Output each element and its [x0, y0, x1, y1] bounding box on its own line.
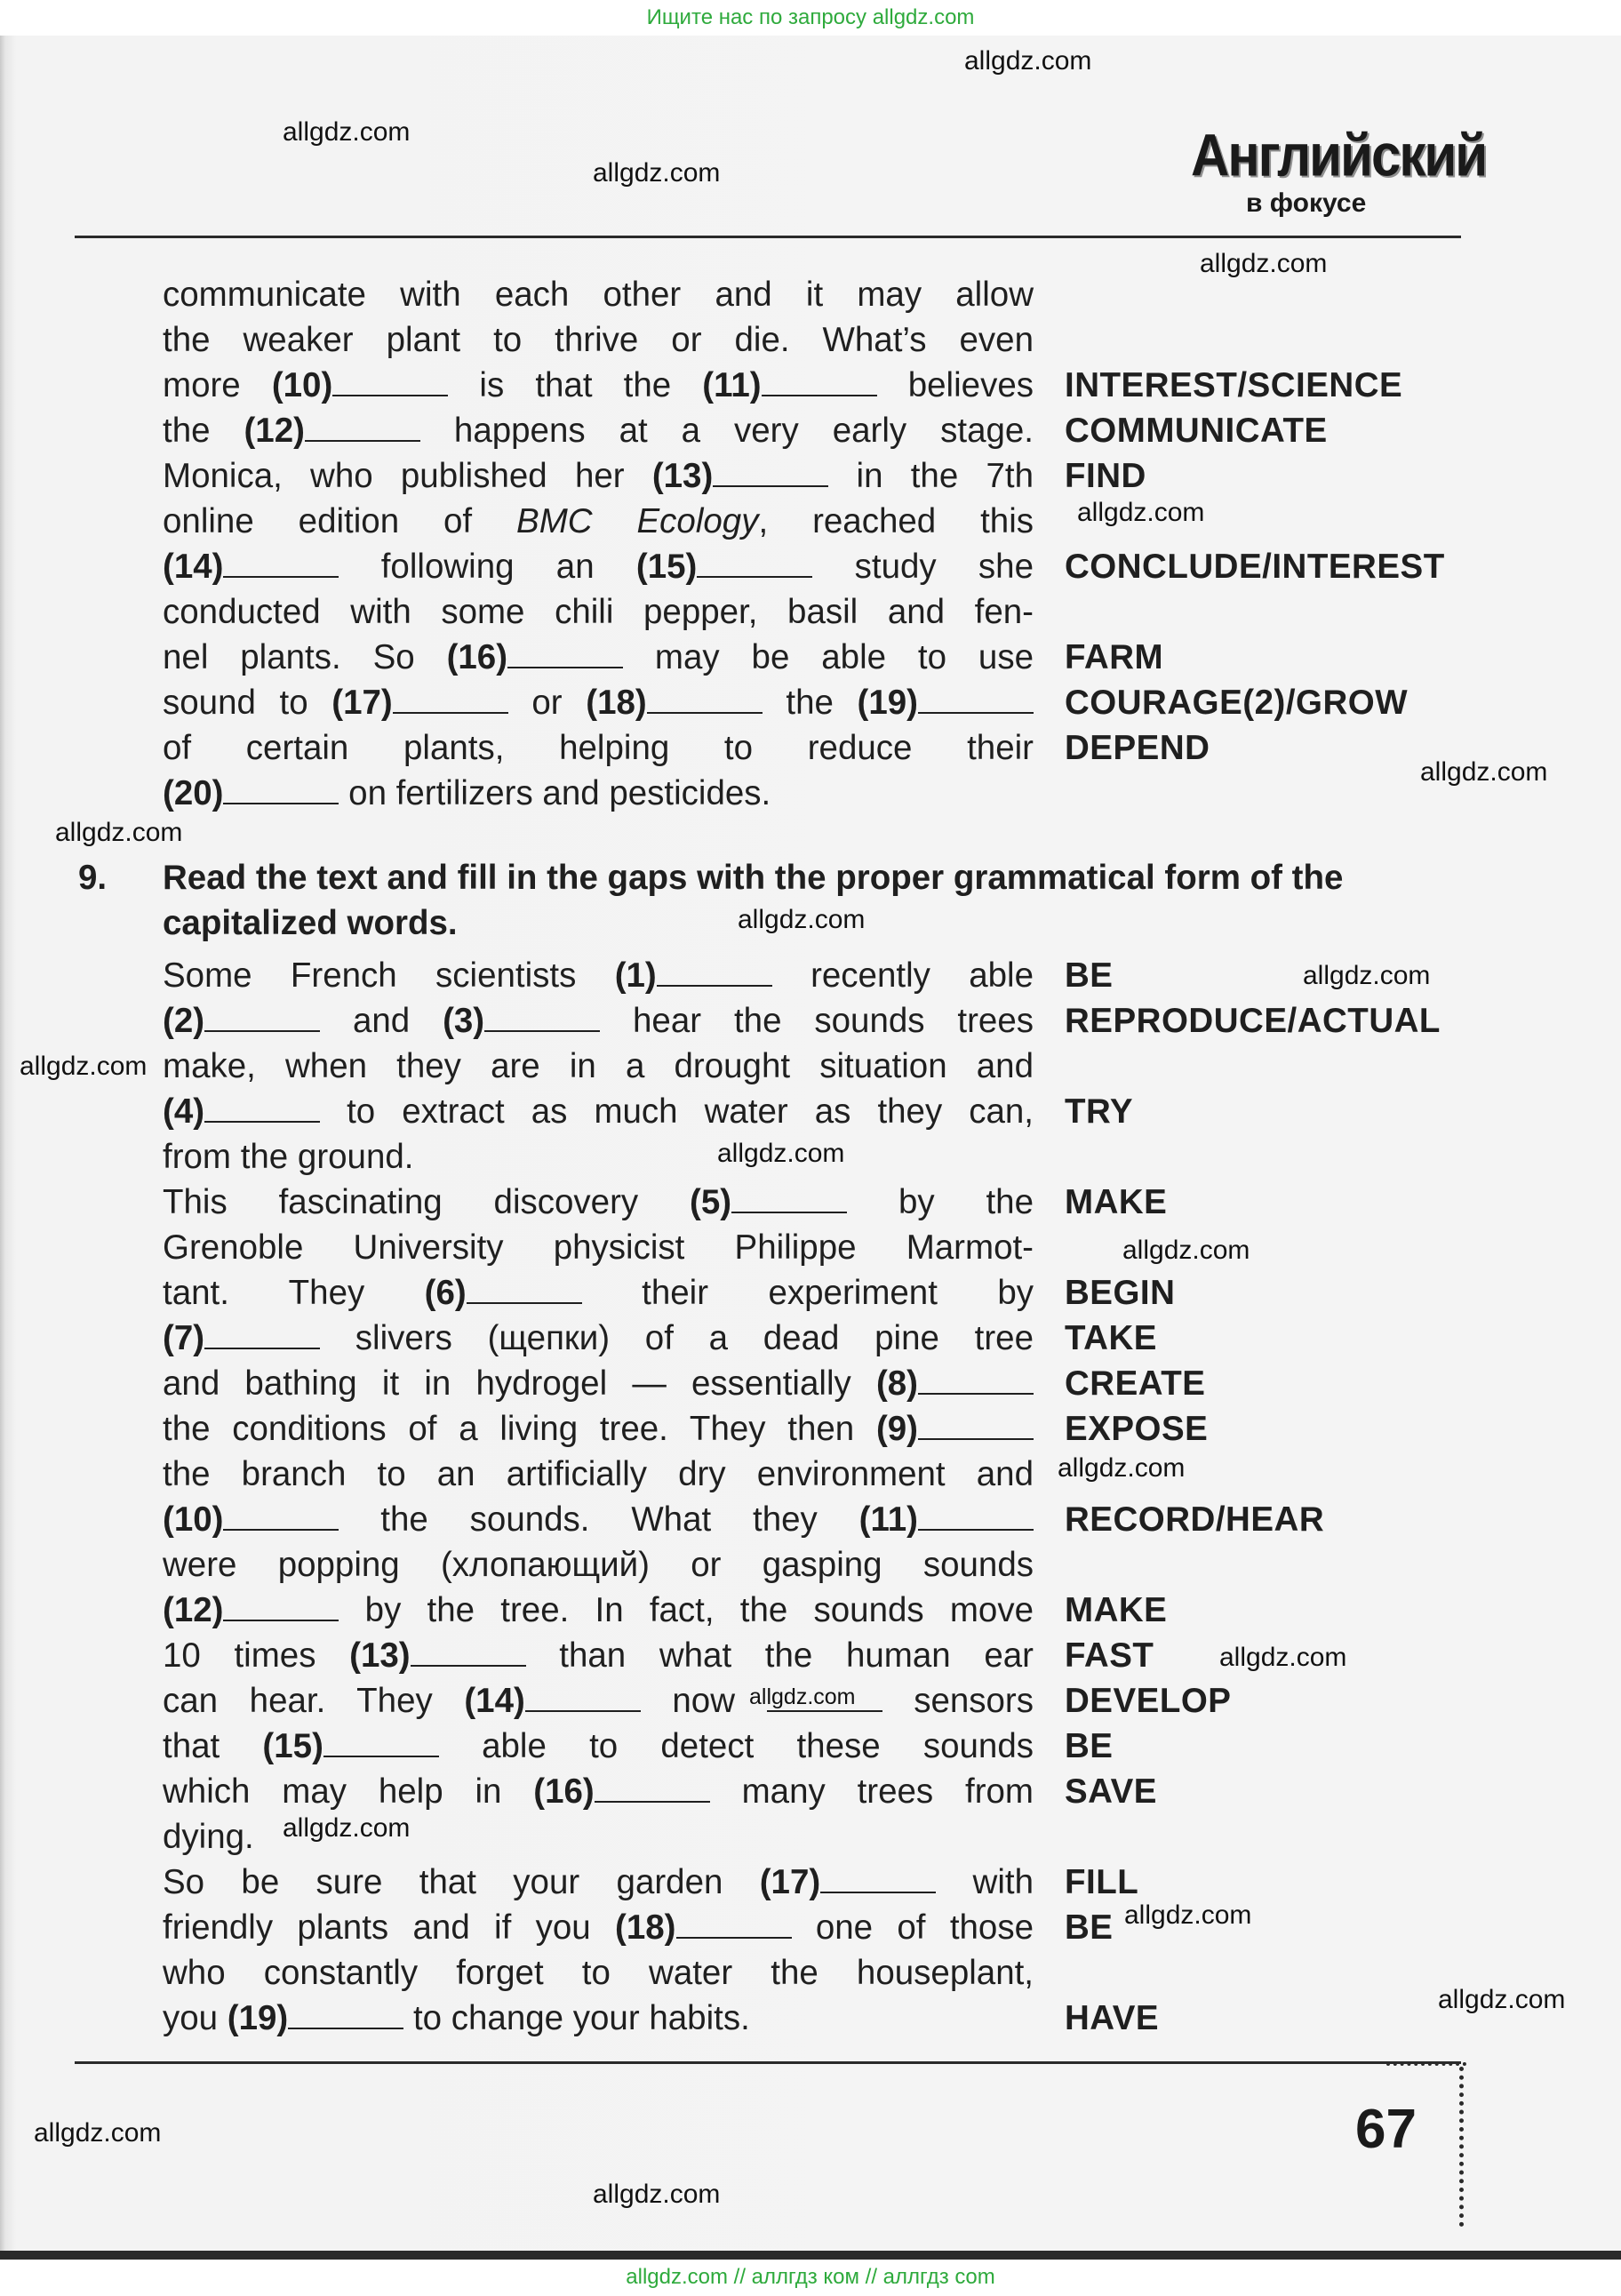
task9-line: that (15) able to detect these sounds [163, 1727, 1034, 1765]
continuation-line: the weaker plant to thrive or die. What’s even [163, 321, 1034, 359]
site-watermark[interactable]: allgdz.com [593, 2180, 721, 2209]
continuation-line: the (12) happens at a very early stage. [163, 412, 1034, 450]
continuation-line: of certain plants, helping to reduce their [163, 729, 1034, 767]
task9-line: 10 times (13) than what the human ear [163, 1636, 1034, 1675]
site-watermark[interactable]: allgdz.com [1077, 498, 1205, 527]
task9-capitalized-word: HAVE [1065, 1999, 1160, 2037]
gap-number: (20) [163, 774, 224, 812]
gap-number: (17) [759, 1863, 821, 1901]
continuation-line: nel plants. So (16) may be able to use [163, 638, 1034, 676]
blank-gap [918, 1502, 1034, 1531]
site-watermark[interactable]: allgdz.com [283, 1813, 411, 1843]
task9-capitalized-word: CREATE [1065, 1364, 1206, 1403]
task9-line: So be sure that your garden (17) with [163, 1863, 1034, 1901]
blank-gap [223, 1593, 339, 1621]
site-watermark[interactable]: allgdz.com [1122, 1236, 1250, 1265]
site-watermark[interactable]: allgdz.com [20, 1052, 148, 1081]
continuation-line: communicate with each other and it may allow [163, 276, 1034, 314]
task9-line: make, when they are in a drought situation and [163, 1047, 1034, 1085]
task-instructions: Read the text and fill in the gaps with the proper grammatical form of the capitalized words. [163, 859, 1344, 942]
blank-gap [918, 1366, 1034, 1395]
site-watermark[interactable]: allgdz.com [964, 46, 1092, 76]
blank-gap [288, 2001, 403, 2029]
task9-line: tant. They (6) their experiment by [163, 1274, 1034, 1312]
gap-number: (13) [651, 457, 714, 495]
capitalized-word: COMMUNICATE [1065, 412, 1328, 450]
task9-line: (12) by the tree. In fact, the sounds move [163, 1591, 1034, 1629]
task9-capitalized-word: FAST [1065, 1636, 1154, 1675]
blank-gap [332, 368, 448, 396]
task9-line: you (19) to change your habits. [163, 1999, 750, 2037]
site-watermark[interactable]: allgdz.com [283, 117, 411, 147]
task9-line: the branch to an artificially dry environment and [163, 1455, 1034, 1493]
task9-line: and bathing it in hydrogel — essentially (8) [163, 1361, 1034, 1406]
gap-number: (9) [875, 1410, 918, 1448]
blank-gap [918, 685, 1034, 714]
gap-number: (18) [615, 1908, 676, 1947]
blank-gap [918, 1412, 1034, 1440]
blank-gap [657, 958, 772, 987]
task9-capitalized-word: BE [1065, 956, 1114, 995]
site-watermark[interactable]: allgdz.com [1219, 1643, 1347, 1672]
task9-line: (4) to extract as much water as they can, [163, 1092, 1034, 1131]
logo-subtitle: в фокусе [1246, 188, 1367, 218]
gap-number: (16) [533, 1772, 595, 1811]
gap-number: (11) [858, 1500, 918, 1539]
site-watermark[interactable]: allgdz.com [749, 1684, 856, 1709]
gap-number: (15) [635, 548, 698, 586]
site-watermark[interactable]: allgdz.com [34, 2118, 162, 2148]
site-watermark[interactable]: allgdz.com [1303, 961, 1431, 990]
task9-capitalized-word: RECORD/HEAR [1065, 1500, 1325, 1539]
task9-line: can hear. They (14) now sensors [163, 1682, 1034, 1720]
task9-capitalized-word: DEVELOP [1065, 1682, 1232, 1720]
blank-gap [223, 1502, 339, 1531]
task9-capitalized-word: EXPOSE [1065, 1410, 1209, 1448]
continuation-line: (14) following an (15) study she [163, 548, 1034, 586]
blank-gap [697, 549, 812, 578]
continuation-line: more (10) is that the (11) believes [163, 366, 1034, 404]
gap-number: (8) [875, 1364, 918, 1403]
task9-capitalized-word: FILL [1065, 1863, 1139, 1901]
task9-line: from the ground. [163, 1138, 414, 1176]
gap-number: (4) [163, 1092, 205, 1131]
blank-gap [762, 368, 877, 396]
page-number: 67 [1355, 2099, 1417, 2160]
site-watermark[interactable]: allgdz.com [1058, 1453, 1186, 1483]
footer-dotted-rule [1386, 2062, 1466, 2066]
gap-number: (16) [446, 638, 508, 676]
blank-gap [595, 1774, 710, 1803]
site-watermark[interactable]: allgdz.com [738, 905, 866, 934]
blank-gap [223, 549, 339, 578]
blank-gap [411, 1638, 526, 1667]
blank-gap [484, 1004, 600, 1032]
task9-line: the conditions of a living tree. They then (9) [163, 1406, 1034, 1452]
blank-gap [323, 1729, 439, 1757]
header-rule [75, 236, 1461, 238]
gap-number: (14) [163, 548, 224, 586]
blank-gap [820, 1865, 936, 1893]
capitalized-word: COURAGE(2)/GROW [1065, 684, 1409, 722]
task-number: 9. [78, 859, 108, 897]
site-watermark[interactable]: allgdz.com [1438, 1985, 1566, 2014]
gap-number: (7) [163, 1319, 205, 1357]
gap-number: (2) [163, 1002, 205, 1040]
site-watermark[interactable]: allgdz.com [717, 1139, 845, 1168]
gap-number: (5) [690, 1183, 732, 1221]
capitalized-word: FARM [1065, 638, 1164, 676]
site-watermark[interactable]: allgdz.com [593, 158, 721, 188]
journal-title: BMC Ecology [516, 502, 759, 540]
gap-number: (10) [163, 1500, 224, 1539]
capitalized-word: FIND [1065, 457, 1146, 495]
site-watermark[interactable]: allgdz.com [55, 818, 183, 847]
blank-gap [731, 1185, 847, 1213]
gap-number: (14) [464, 1682, 525, 1720]
task9-line: (7) slivers (щепки) of a dead pine tree [163, 1319, 1034, 1357]
gap-number: (10) [271, 366, 333, 404]
gap-number: (13) [349, 1636, 411, 1675]
blank-gap [204, 1094, 320, 1123]
task9-capitalized-word: MAKE [1065, 1183, 1168, 1221]
task9-capitalized-word: SAVE [1065, 1772, 1157, 1811]
blank-gap [507, 640, 623, 668]
continuation-line: online edition of BMC Ecology, reached this [163, 502, 1034, 540]
blank-gap [204, 1004, 320, 1032]
task9-line: (10) the sounds. What they (11) [163, 1497, 1034, 1542]
gap-number: (18) [586, 684, 647, 722]
task9-line: dying. [163, 1818, 254, 1856]
bottom-ribbon-banner[interactable]: allgdz.com // аллгдз ком // аллгдз com [626, 2265, 995, 2289]
gap-number: (1) [614, 956, 657, 995]
task9-capitalized-word: BEGIN [1065, 1274, 1176, 1312]
task9-line: Some French scientists (1) recently able [163, 956, 1034, 995]
continuation-line: Monica, who published her (13) in the 7th [163, 457, 1034, 495]
site-watermark[interactable]: allgdz.com [1124, 1900, 1252, 1930]
scan-bottom-band [0, 2251, 1621, 2260]
continuation-line: sound to (17) or (18) the (19) [163, 680, 1034, 725]
capitalized-word: CONCLUDE/INTEREST [1065, 548, 1445, 586]
gap-number: (12) [244, 412, 305, 450]
capitalized-word: DEPEND [1065, 729, 1210, 767]
task9-line: friendly plants and if you (18) one of those [163, 1908, 1034, 1947]
gap-number: (19) [857, 684, 918, 722]
blank-gap [467, 1276, 582, 1304]
page-edge-dots [1459, 2067, 1464, 2227]
task9-capitalized-word: MAKE [1065, 1591, 1168, 1629]
blank-gap [223, 776, 339, 804]
blank-gap [204, 1321, 320, 1349]
task9-line: who constantly forget to water the houseplant, [163, 1954, 1034, 1992]
task9-line: This fascinating discovery (5) by the [163, 1183, 1034, 1221]
top-ribbon-banner[interactable]: Ищите нас по запросу allgdz.com [646, 5, 975, 29]
gap-number: (3) [443, 1002, 485, 1040]
task9-capitalized-word: BE [1065, 1908, 1114, 1947]
continuation-line: (20) on fertilizers and pesticides. [163, 774, 771, 812]
task9-line: (2) and (3) hear the sounds trees [163, 1002, 1034, 1040]
gap-number: (15) [262, 1727, 323, 1765]
gap-number: (19) [227, 1999, 289, 2037]
blank-gap [525, 1684, 641, 1712]
footer-rule [75, 2061, 1461, 2064]
blank-gap [393, 685, 508, 714]
gap-number: (6) [424, 1274, 467, 1312]
task9-capitalized-word: TAKE [1065, 1319, 1157, 1357]
continuation-line: conducted with some chili pepper, basil and fen- [163, 593, 1034, 631]
blank-gap [647, 685, 763, 714]
task9-line: Grenoble University physicist Philippe Marmot- [163, 1228, 1034, 1267]
site-watermark[interactable]: allgdz.com [1420, 757, 1548, 787]
task9-capitalized-word: BE [1065, 1727, 1114, 1765]
blank-gap [676, 1910, 792, 1939]
task9-line: were popping (хлопающий) or gasping sounds [163, 1546, 1034, 1584]
book-logo [1191, 121, 1487, 222]
task9-capitalized-word: TRY [1065, 1092, 1134, 1131]
blank-gap [713, 459, 828, 487]
gap-number: (12) [163, 1591, 224, 1629]
logo-title: Английский [1191, 121, 1487, 189]
site-watermark[interactable]: allgdz.com [1200, 249, 1328, 278]
task9-line: which may help in (16) many trees from [163, 1772, 1034, 1811]
task9-capitalized-word: REPRODUCE/ACTUAL [1065, 1002, 1441, 1040]
gap-number: (17) [331, 684, 393, 722]
capitalized-word: INTEREST/SCIENCE [1065, 366, 1403, 404]
blank-gap [305, 413, 420, 442]
gap-number: (11) [702, 366, 762, 404]
